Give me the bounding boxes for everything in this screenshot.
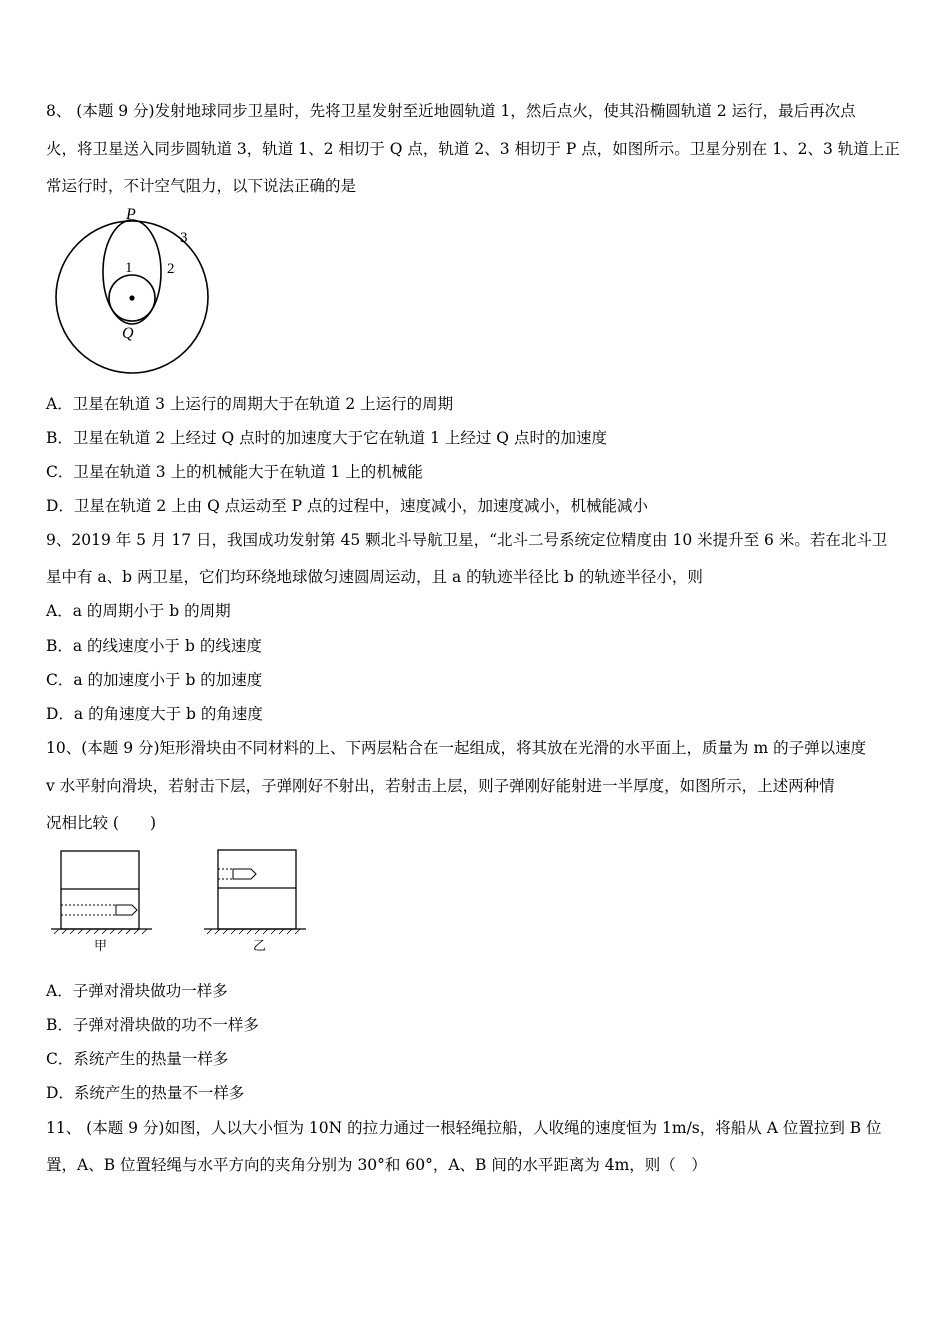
q9-stem-line-2: 星中有 a、b 两卫星，它们均环绕地球做匀速圆周运动，且 a 的轨迹半径比 b 的轨迹半径小，则 [46,568,703,586]
q10-stem-line-3: 况相比较 ( ) [46,814,157,832]
orbit-figure [48,205,218,375]
q10-option-b: B．子弹对滑块做的功不一样多 [46,1016,259,1034]
figure-label-jia: 甲 [94,939,108,954]
point-q-label: Q [122,325,134,342]
q10-stem-line-2: v 水平射向滑块，若射击下层，子弹刚好不射出，若射击上层，则子弹刚好能射进一半厚度，如图所示，上述两种情 [46,777,835,795]
bullet-block-figure [48,845,308,960]
figure-label-yi: 乙 [253,939,267,954]
q9-option-d: D．a 的角速度大于 b 的角速度 [46,705,263,723]
earth-center-dot [129,295,134,300]
q8-option-d: D．卫星在轨道 2 上由 Q 点运动至 P 点的过程中，速度减小，加速度减小，机械能减小 [46,497,648,515]
q10-option-d: D．系统产生的热量不一样多 [46,1084,245,1102]
bullet-icon [233,869,256,879]
bullet-icon [116,905,137,915]
q9-stem-line-1: 9、2019 年 5 月 17 日，我国成功发射第 45 颗北斗导航卫星，“北斗二号系统定位精度由 10 米提升至 6 米。若在北斗卫 [46,531,888,549]
q8-option-c: C．卫星在轨道 3 上的机械能大于在轨道 1 上的机械能 [46,463,423,481]
q11-stem-line-2: 置，A、B 位置轻绳与水平方向的夹角分别为 30°和 60°，A、B 间的水平距离为 4m，则（ ） [46,1156,707,1174]
q10-option-a: A．子弹对滑块做功一样多 [46,982,228,1000]
q8-stem-line-2: 火，将卫星送入同步圆轨道 3，轨道 1、2 相切于 Q 点，轨道 2、3 相切于 P 点，如图所示。卫星分别在 1、2、3 轨道上正 [46,140,900,158]
q9-option-a: A．a 的周期小于 b 的周期 [46,602,231,620]
orbit-2-label: 2 [167,261,175,277]
orbit-1-label: 1 [125,260,133,276]
orbit-3-label: 3 [180,230,188,246]
point-p-label: P [126,206,136,223]
block-lower-shot [51,851,152,954]
q10-stem-line-1: 10、(本题 9 分)矩形滑块由不同材料的上、下两层粘合在一起组成，将其放在光滑的水平面上，质量为 m 的子弹以速度 [46,739,867,757]
q8-stem-line-3: 常运行时，不计空气阻力，以下说法正确的是 [46,177,357,195]
q11-stem-line-1: 11、 (本题 9 分)如图，人以大小恒为 10N 的拉力通过一根轻绳拉船，人收绳的速度恒为 1m/s，将船从 A 位置拉到 B 位 [46,1119,882,1137]
q10-option-c: C．系统产生的热量一样多 [46,1050,229,1068]
block-upper-shot [204,850,306,954]
q8-option-a: A．卫星在轨道 3 上运行的周期大于在轨道 2 上运行的周期 [46,395,454,413]
q8-option-b: B．卫星在轨道 2 上经过 Q 点时的加速度大于它在轨道 1 上经过 Q 点时的加速度 [46,429,607,447]
q9-option-b: B．a 的线速度小于 b 的线速度 [46,637,262,655]
q8-stem-line-1: 8、 (本题 9 分)发射地球同步卫星时，先将卫星发射至近地圆轨道 1，然后点火，使其沿椭圆轨道 2 运行，最后再次点 [46,102,856,120]
q9-option-c: C．a 的加速度小于 b 的加速度 [46,671,263,689]
